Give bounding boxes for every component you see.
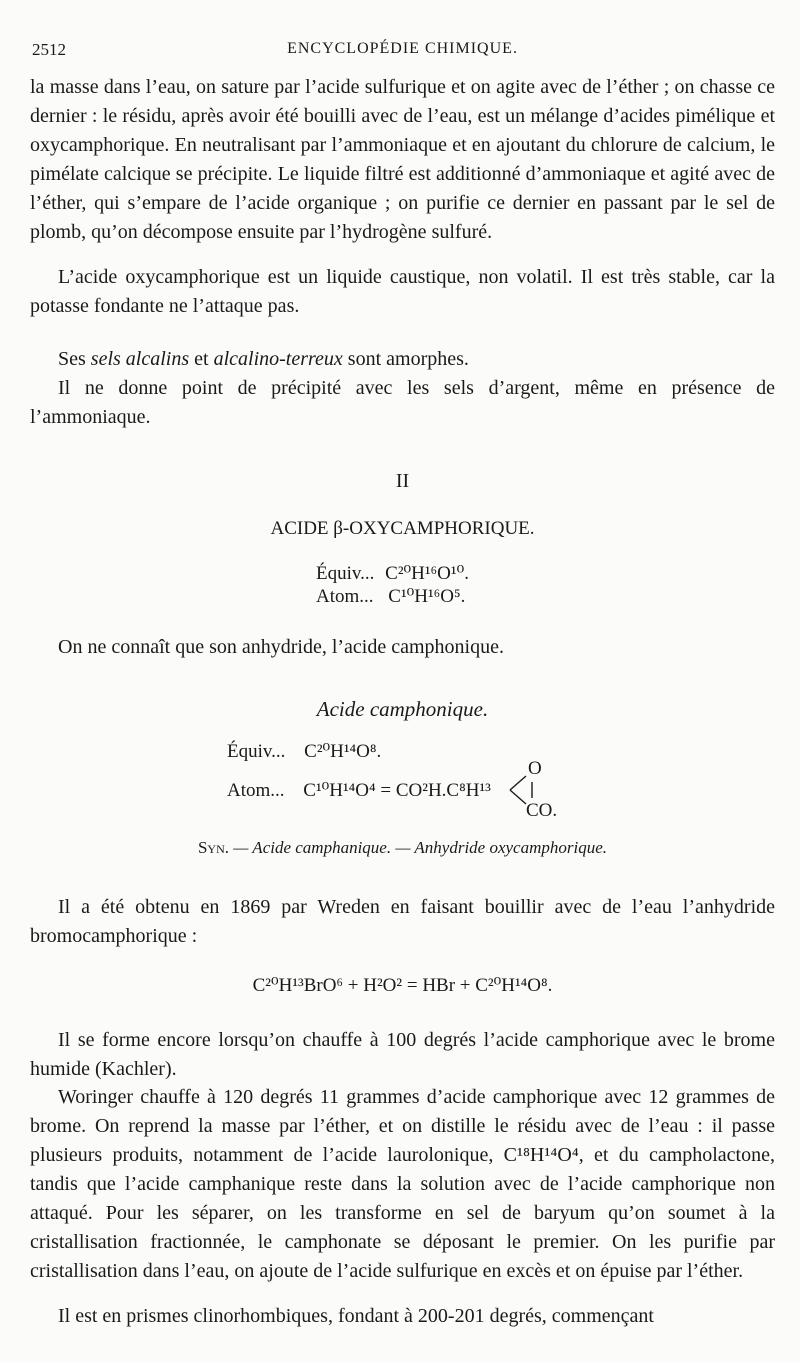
synonyms-label: Syn. [197,838,229,857]
subsection-title: Acide camphonique. [316,697,489,721]
paragraph-anhydride: On ne connaît que son anhydride, l’acide camphonique. [58,636,504,658]
term-alcalino-terreux: alcalino-terreux [213,348,343,370]
beta-atom-formula: Atom... C¹⁰H¹⁶O⁵. [316,586,466,607]
reaction-equation: C²⁰H¹³BrO⁶ + H²O² = HBr + C²⁰H¹⁴O⁸. [252,975,553,996]
paragraph-kachler: Il se forme encore lorsqu’on chauffe à 100 degrés l’acide camphorique avec le brome humide (Kachler). [30,1029,775,1080]
branch-oxygen: O [528,758,542,779]
paragraph-properties: L’acide oxycamphorique est un liquide caustique, non volatil. Il est très stable, car la potasse fondante ne l’attaque pas. [30,266,775,317]
camph-atom-formula: Atom... C¹⁰H¹⁴O⁴ = CO²H.C⁸H¹³ [227,780,491,801]
running-header [30,40,775,64]
paragraph-wreden: Il a été obtenu en 1869 par Wreden en faisant bouillir avec de l’eau l’anhydride bromocamphorique : [30,896,775,947]
running-title: ENCYCLOPÉDIE CHIMIQUE. [287,40,518,57]
section-title: ACIDE β-OXYCAMPHORIQUE. [270,518,535,539]
section-number: II [395,470,410,492]
camph-equiv-formula: Équiv... C²⁰H¹⁴O⁸. [227,741,382,762]
page-number: 2512 [32,40,66,59]
term-sels-alcalins: sels alcalins [90,348,190,370]
paragraph-salts: Ses sels alcalins et alcalino-terreux sont amorphes. [58,348,469,370]
paragraph-silver: Il ne donne point de précipité avec les sels d’argent, même en présence de l’ammoniaque. [30,377,775,428]
paragraph-prisms: Il est en prismes clinorhombiques, fondant à 200-201 degrés, commençant [58,1305,654,1327]
branch-carbonyl: CO. [526,800,558,821]
synonyms: Syn. — Acide camphanique. — Anhydride oxycamphorique. [197,838,608,857]
paragraph-continued: la masse dans l’eau, on sature par l’acide sulfurique et on agite avec de l’éther ; on chasse ce dernier : le résidu, après avoir été bouilli avec de l’eau, est un mélange d’acides pimélique et oxycamphorique. En neutralisant par l’ammoniaque et en ajoutant du chlorure de calcium, le pimélate calcique se précipite. Le liquide filtré est additionné d’ammoniaque et agité avec de l’éther, qui s’empare de l’acide organique ; on purifie ce dernier en passant par le sel de plomb, qu’on décompose ensuite par l’hydrogène sulfuré. [30,76,775,243]
beta-equiv-formula: Équiv... C²⁰H¹⁶O¹⁰. [316,563,469,584]
paragraph-woringer: Woringer chauffe à 120 degrés 11 grammes d’acide camphorique avec 12 grammes de brome. On reprend la masse par l’éther, et on distille le résidu avec de l’eau : il passe plusieurs produits, notamment de l’acide laurolonique, C¹⁸H¹⁴O⁴, et du campholactone, tandis que l’acide camphanique reste dans la solution avec de l’acide camphorique non attaqué. Pour les séparer, on les transforme en sel de baryum qu’on soumet à la cristallisation fractionnée, le camphonate se déposant le premier. On les purifie par cristallisation dans l’eau, on ajoute de l’acide sulfurique en excès et on épuise par l’éther. [30,1086,775,1282]
